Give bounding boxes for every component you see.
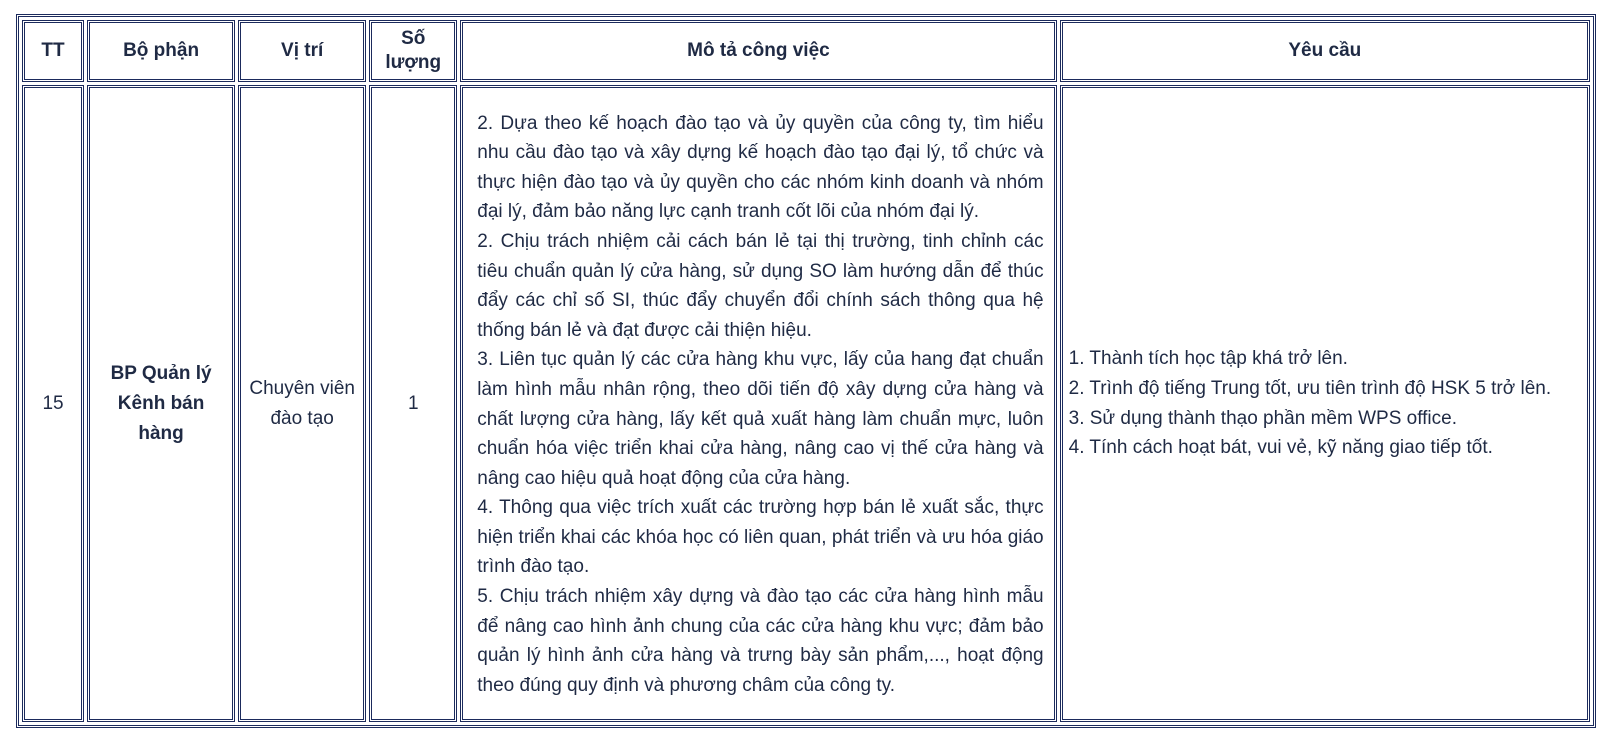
description-item: 3. Liên tục quản lý các cửa hàng khu vực, lấy của hang đạt chuẩn làm hình mẫu nhân rộng, theo dõi tiến độ xây dựng cửa hàng và chất lượng cửa hàng, lấy kết quả xuất hàng làm chuẩn mực, luôn chuẩn hóa việc triển khai cửa hàng, nâng cao vị thế cửa hàng và nâng cao hiệu quả hoạt động của cửa hàng. bbox=[477, 349, 1044, 489]
table-row bbox=[22, 85, 1590, 722]
header-quantity: Số lượng bbox=[369, 20, 457, 82]
job-table bbox=[16, 14, 1596, 728]
header-tt: TT bbox=[22, 20, 84, 82]
header-position: Vị trí bbox=[238, 20, 366, 82]
requirement-item: 3. Sử dụng thành thạo phần mềm WPS office. bbox=[1068, 407, 1458, 429]
header-row bbox=[22, 20, 1590, 82]
description-item: 4. Thông qua việc trích xuất các trường hợp bán lẻ xuất sắc, thực hiện triển khai các khóa học có liên quan, phát triển và ưu hóa giáo trình đào tạo. bbox=[477, 497, 1044, 578]
cell-quantity: 1 bbox=[369, 85, 457, 722]
requirement-item: 1. Thành tích học tập khá trở lên. bbox=[1068, 348, 1348, 370]
cell-tt: 15 bbox=[22, 85, 84, 722]
requirement-item: 2. Trình độ tiếng Trung tốt, ưu tiên trình độ HSK 5 trở lên. bbox=[1068, 377, 1552, 399]
description-item: 2. Dựa theo kế hoạch đào tạo và ủy quyền của công ty, tìm hiểu nhu cầu đào tạo và xây dựng kế hoạch đào tạo đại lý, tổ chức và thực hiện đào tạo và ủy quyền cho các nhóm kinh doanh và nhóm đại lý, đảm bảo năng lực cạnh tranh cốt lõi của nhóm đại lý. bbox=[477, 112, 1044, 223]
cell-description bbox=[460, 85, 1056, 722]
header-department: Bộ phận bbox=[87, 20, 235, 82]
header-requirements: Yêu cầu bbox=[1060, 20, 1590, 82]
requirement-item: 4. Tính cách hoạt bát, vui vẻ, kỹ năng giao tiếp tốt. bbox=[1068, 437, 1493, 459]
cell-department: BP Quản lý Kênh bán hàng bbox=[87, 85, 235, 722]
header-description: Mô tả công việc bbox=[460, 20, 1056, 82]
job-table-container bbox=[16, 14, 1596, 728]
description-item: 5. Chịu trách nhiệm xây dựng và đào tạo các cửa hàng hình mẫu để nâng cao hình ảnh chung của các cửa hàng khu vực; đảm bảo quản lý hình ảnh cửa hàng và trưng bày sản phẩm,..., hoạt động theo đúng quy định và phương châm của công ty. bbox=[477, 586, 1044, 696]
cell-requirements bbox=[1060, 85, 1590, 722]
description-item: 2. Chịu trách nhiệm cải cách bán lẻ tại thị trường, tinh chỉnh các tiêu chuẩn quản lý cửa hàng, sử dụng SO làm hướng dẫn để thúc đẩy các chỉ số SI, thúc đẩy chuyển đổi chính sách thông qua hệ thống bán lẻ và đạt được cải thiện hiệu. bbox=[477, 230, 1044, 341]
cell-position: Chuyên viên đào tạo bbox=[238, 85, 366, 722]
